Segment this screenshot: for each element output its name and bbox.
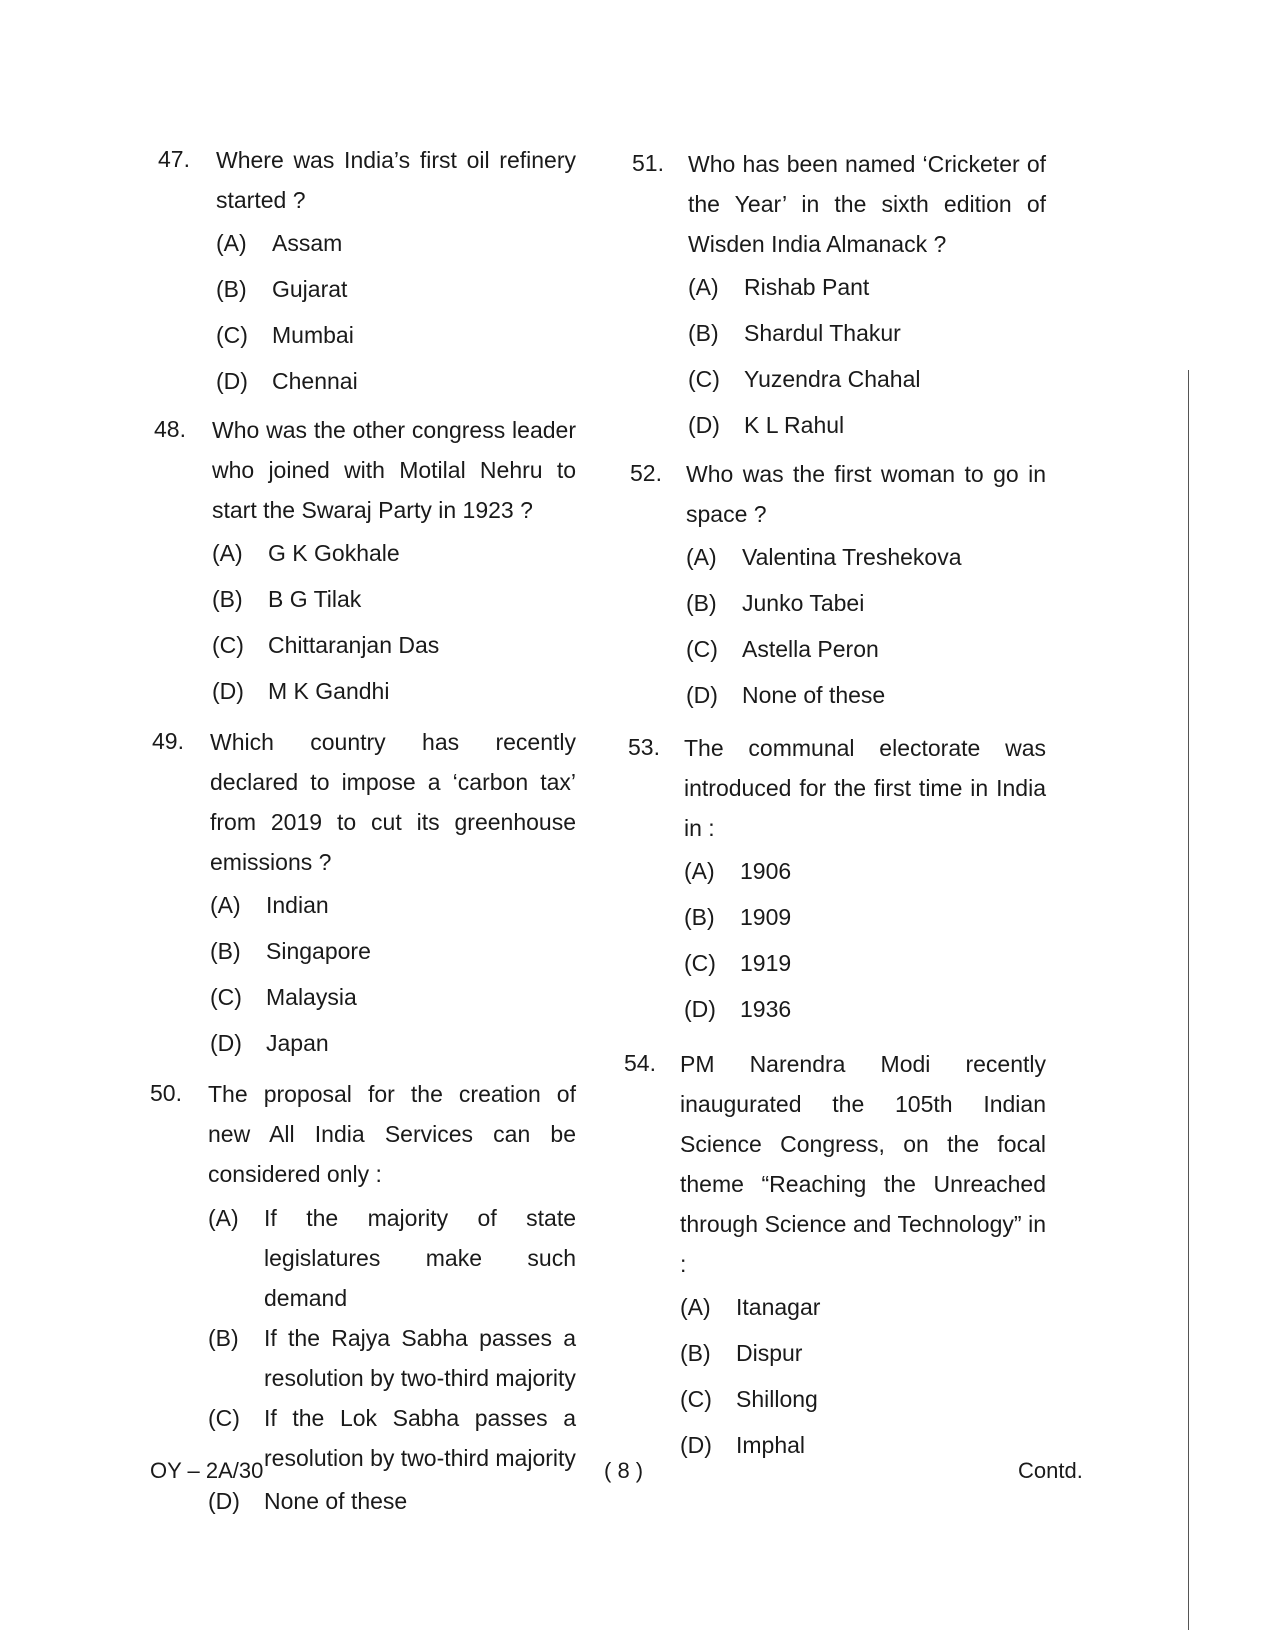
option-d: (D) 1936 xyxy=(684,996,792,1022)
left-column xyxy=(150,140,576,1534)
right-column xyxy=(624,144,1046,1478)
option-a: (A) Itanagar xyxy=(680,1294,821,1320)
option-b: (B) B G Tilak xyxy=(212,586,362,612)
question-number: 47. xyxy=(158,146,190,172)
question-text: Where was India’s first oil refinery started ? xyxy=(216,147,576,213)
option-b: (B) 1909 xyxy=(684,904,792,930)
option-a: (A) If the majority of state legislatures make such demand xyxy=(208,1205,576,1311)
option-b: (B) Junko Tabei xyxy=(686,590,865,616)
question-text: Who was the other congress leader who joined with Motilal Nehru to start the Swaraj Party in 1923 ? xyxy=(212,417,576,523)
option-d: (D) None of these xyxy=(686,682,886,708)
option-c: (C) Mumbai xyxy=(216,322,354,348)
option-d: (D) None of these xyxy=(208,1488,408,1514)
footer-contd: Contd. xyxy=(1018,1458,1083,1483)
question-number: 50. xyxy=(150,1080,182,1106)
option-d: (D) Chennai xyxy=(216,368,358,394)
option-a: (A) Indian xyxy=(210,892,329,918)
option-c: (C) If the Lok Sabha passes a resolution by two-third majority xyxy=(208,1405,576,1471)
option-b: (B) Dispur xyxy=(680,1340,803,1366)
option-b: (B) Gujarat xyxy=(216,276,348,302)
option-a: (A) Rishab Pant xyxy=(688,274,870,300)
question-text: The communal electorate was introduced for the first time in India in : xyxy=(684,735,1046,841)
option-d: (D) K L Rahul xyxy=(688,412,845,438)
question-number: 49. xyxy=(152,728,184,754)
page-number: ( 8 ) xyxy=(604,1458,644,1483)
question-48 xyxy=(154,410,576,714)
question-number: 52. xyxy=(630,460,662,486)
option-c: (C) Malaysia xyxy=(210,984,357,1010)
question-text: Who has been named ‘Cricketer of the Year’ in the sixth edition of Wisden India Almanack ? xyxy=(688,151,1046,257)
option-c: (C) Shillong xyxy=(680,1386,818,1412)
question-number: 48. xyxy=(154,416,186,442)
question-text: Which country has recently declared to impose a ‘carbon tax’ from 2019 to cut its greenhouse emissions ? xyxy=(210,729,576,875)
option-a: (A) Assam xyxy=(216,230,343,256)
option-a: (A) 1906 xyxy=(684,858,792,884)
option-c: (C) Astella Peron xyxy=(686,636,879,662)
question-47 xyxy=(158,140,576,404)
option-a: (A) Valentina Treshekova xyxy=(686,544,962,570)
option-b: (B) Singapore xyxy=(210,938,371,964)
question-number: 54. xyxy=(624,1050,656,1076)
option-c: (C) 1919 xyxy=(684,950,792,976)
question-51 xyxy=(632,144,1046,448)
question-text: Who was the first woman to go in space ? xyxy=(686,461,1046,527)
option-d: (D) Imphal xyxy=(680,1432,806,1458)
option-d: (D) Japan xyxy=(210,1030,329,1056)
option-b: (B) If the Rajya Sabha passes a resolution by two-third majority xyxy=(208,1325,576,1391)
option-d: (D) M K Gandhi xyxy=(212,678,390,704)
question-53 xyxy=(628,728,1046,1032)
footer-code: OY – 2A/30 xyxy=(150,1458,264,1483)
option-b: (B) Shardul Thakur xyxy=(688,320,901,346)
option-c: (C) Yuzendra Chahal xyxy=(688,366,921,392)
question-54 xyxy=(624,1044,1046,1468)
question-text: The proposal for the creation of new All India Services can be considered only : xyxy=(208,1081,576,1187)
question-number: 51. xyxy=(632,150,664,176)
scan-edge-line xyxy=(1188,370,1189,1630)
option-c: (C) Chittaranjan Das xyxy=(212,632,440,658)
question-number: 53. xyxy=(628,734,660,760)
option-a: (A) G K Gokhale xyxy=(212,540,400,566)
question-text: PM Narendra Modi recently inaugurated the 105th Indian Science Congress, on the focal theme “Reaching the Unreached through Science and Technology” in : xyxy=(680,1051,1046,1277)
question-50 xyxy=(150,1074,576,1524)
question-52 xyxy=(630,454,1046,718)
question-49 xyxy=(152,722,576,1066)
